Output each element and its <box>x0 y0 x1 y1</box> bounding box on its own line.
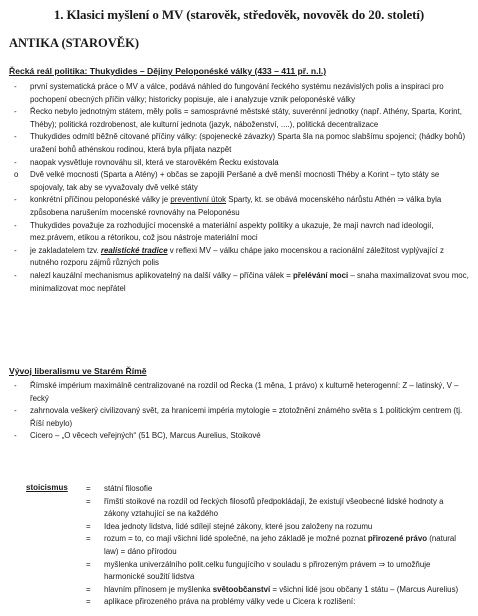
item-text: preventivní útok <box>170 195 227 205</box>
bullet-marker: - <box>14 220 17 230</box>
bullet-marker: = <box>86 521 91 531</box>
item-text: konkrétní příčinou peloponéské války je <box>30 195 171 205</box>
item-text: přirozené právo <box>367 534 428 544</box>
bullet-marker: = <box>86 584 91 594</box>
list-item <box>86 596 470 609</box>
list-item <box>14 380 470 405</box>
bullet-marker: - <box>14 406 17 416</box>
list-item <box>14 169 470 194</box>
item-text: Římské impérium maximálně centralizované na rozdíl od Řecka (1 měna, 1 právo) x kulturně heterogenní: Z – latinský, V – řecký <box>30 381 459 403</box>
bullet-marker: o <box>14 170 19 180</box>
bullet-marker: = <box>86 597 91 607</box>
bullet-marker: - <box>14 157 17 167</box>
list-item <box>14 157 470 170</box>
item-text: – snaha maximalizovat svou moc, minimalizovat moc nepřátel <box>30 270 469 293</box>
item-text: zahrnovala veškerý civilizovaný svět, za hranicemi impéria mytologie = ztotožnění známého světa s 1 politickým centrem (tj. Říší nebylo) <box>30 406 463 428</box>
item-text: Thukydides považuje za rozhodující mocenské a materiální aspekty politiky a ukazuje, že mají navrch nad ideologií, mez.právem, etikou a rétorikou, což jsou nástroje materiální moci <box>30 220 434 243</box>
item-text: Řecko nebylo jednotným státem, měly polis = samosprávné městské státy, suverénní jednotky (např. Athény, Sparta, Korint, Théby); politická rozdrobenost, ale kulturní jednota (jazyk, náboženství, ....), politická decentralizace <box>30 107 462 129</box>
list-item <box>14 245 470 270</box>
item-text: v reflexi MV – válku chápe jako mocenskou a racionální záležitost vyplývající z nutného rozporu zájmů různých polis <box>30 245 444 268</box>
list-item <box>14 405 470 430</box>
bullet-marker: - <box>14 245 17 255</box>
stoicismus-label: stoicismus <box>26 483 68 492</box>
list-item <box>14 430 470 443</box>
bullet-marker: - <box>14 132 17 142</box>
bullet-list-rim <box>14 380 470 443</box>
stoicismus-list <box>86 483 470 609</box>
item-text: (natural law) = dáno přírodou <box>104 534 456 556</box>
list-item <box>86 584 470 597</box>
bullet-marker: - <box>14 381 17 390</box>
item-text: světoobčanství <box>212 584 271 594</box>
item-text: přelévání moci <box>292 270 349 280</box>
item-text: realistické tradice <box>100 245 168 255</box>
list-item <box>86 483 470 496</box>
bullet-list-recka <box>14 81 470 295</box>
item-text: je zakladatelem tzv. <box>30 245 101 255</box>
item-text: první systematická práce o MV a válce, podává náhled do fungování řeckého systému nezávislých polis a inspiraci pro pochopení obecných příčin války; historicky popisuje, ale i analyzuje vznik peloponéské války <box>30 82 444 104</box>
item-text: hlavním přínosem je myšlenka <box>104 584 213 594</box>
list-item <box>14 106 470 131</box>
item-text: Dvě velké mocnosti (Sparta a Atény) + občas se zapojili Peršané a dvě menší mocnosti Théby a Korint – tyto státy se spojovaly, tak aby se vyvažovaly dvě velké státy <box>30 170 440 192</box>
subsection-heading-liberalismus: Vývoj liberalismu ve Starém Římě <box>9 366 147 376</box>
bullet-marker: - <box>14 107 17 117</box>
list-item <box>14 270 470 295</box>
subsection-heading-recka-realpolitika: Řecká reál politika: Thukydides – Dějiny Peloponéské války (433 – 411 př. n.l.) <box>9 66 327 76</box>
bullet-marker: = <box>86 559 91 569</box>
item-text: aplikace přirozeného práva na problémy války vede u Cicera k rozlišení: <box>104 597 356 607</box>
item-text: naopak vysvětluje rovnováhu sil, která ve starověkém Řecku existovala <box>30 157 279 167</box>
item-text: Thukydides odmítl běžně citované příčiny války: (spojenecké závazky) Sparta šla na pomoc slabšímu spojenci; (hádky bohů) uražení bohů athénskou rodinou, která byla přijata nazpět <box>30 132 466 154</box>
item-text: nalezl kauzální mechanismus aplikovatelný na další války – příčina válek = <box>30 270 293 280</box>
item-text: Idea jednoty lidstva, lidé sdílejí stejné zákony, které jsou založeny na rozumu <box>104 521 373 531</box>
list-item <box>86 559 470 584</box>
item-text: Sparty, kt. se obává mocenského nárůstu Athén ⇒ válka byla způsobena narušením mocenské rovnováhy na Peloponésu <box>30 195 442 217</box>
bullet-marker: - <box>14 270 17 280</box>
list-item <box>86 496 470 521</box>
bullet-marker: = <box>86 534 91 544</box>
list-item <box>86 533 470 558</box>
bullet-marker: - <box>14 195 17 205</box>
item-text: státní filosofie <box>104 484 153 493</box>
list-item <box>86 521 470 534</box>
list-item <box>14 220 470 245</box>
bullet-marker: = <box>86 484 91 493</box>
bullet-marker: - <box>14 82 17 91</box>
list-item <box>14 131 470 156</box>
item-text: římští stoikové na rozdíl od řeckých filosofů předpokládají, že existují všeobecné lidské hodnoty a zákony vztahující se na každého <box>104 496 444 519</box>
list-item <box>14 194 470 219</box>
section-heading-antika: ANTIKA (STAROVĚK) <box>9 36 139 50</box>
bullet-marker: - <box>14 431 17 441</box>
item-text: rozum = to, co mají všichni lidé společné, na jeho základě je možné poznat <box>104 534 368 544</box>
list-item <box>14 81 470 106</box>
item-text: Cicero – „O věcech veřejných“ (51 BC), Marcus Aurelius, Stoikové <box>30 431 261 441</box>
item-text: = všichni lidé jsou občany 1 státu – (Marcus Aurelius) <box>270 584 459 594</box>
bullet-marker: = <box>86 496 91 506</box>
item-text: myšlenka univerzálního polit.celku fungujícího v souladu s přirozeným právem ⇒ to umožňuje harmonické soužití lidstva <box>104 559 431 582</box>
page-title: 1. Klasici myšlení o MV (starověk, středověk, novověk do 20. století) <box>53 7 425 22</box>
